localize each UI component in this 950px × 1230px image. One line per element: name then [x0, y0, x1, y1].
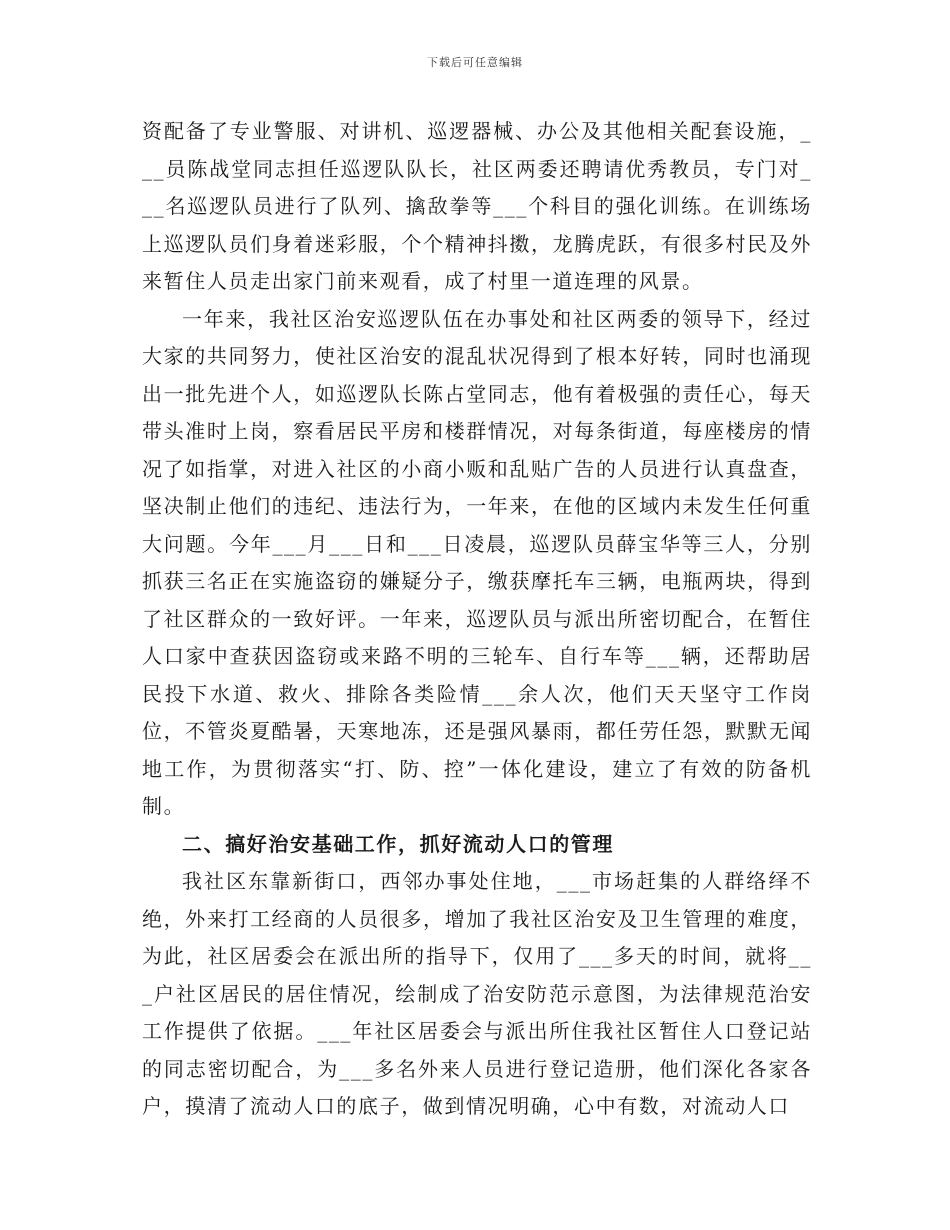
document-body [142, 113, 812, 1126]
paragraph-population-management: 我社区东靠新街口，西邻办事处住地，___市场赶集的人群络绎不绝，外来打工经商的人员很多，增加了我社区治安及卫生管理的难度，为此，社区居委会在派出所的指导下，仅用了___多天的时间，就将___户社区居民的居住情况，绘制成了治安防范示意图，为法律规范治安工作提供了依据。___年社区居委会与派出所住我社区暂住人口登记站的同志密切配合，为___多名外来人员进行登记造册，他们深化各家各户，摸清了流动人口的底子，做到情况明确，心中有数，对流动人口 [142, 869, 812, 1118]
paragraph-equipment: 资配备了专业警服、对讲机、巡逻器械、办公及其他相关配套设施，___员陈战堂同志担任巡逻队队长，社区两委还聘请优秀教员，专门对___名巡逻队员进行了队列、擒敌拳等___个科目的强化训练。在训练场上巡逻队员们身着迷彩服，个个精神抖擞，龙腾虎跃，有很多村民及外来暂住人员走出家门前来观看，成了村里一道连理的风景。 [142, 119, 812, 293]
section-heading: 二、搞好治安基础工作，抓好流动人口的管理 [182, 831, 614, 856]
paragraph-year-summary: 一年来，我社区治安巡逻队伍在办事处和社区两委的领导下，经过大家的共同努力，使社区治安的混乱状况得到了根本好转，同时也涌现出一批先进个人，如巡逻队长陈占堂同志，他有着极强的责任心，每天带头准时上岗，察看居民平房和楼群情况，对每条街道，每座楼房的情况了如指掌，对进入社区的小商小贩和乱贴广告的人员进行认真盘查，坚决制止他们的违纪、违法行为，一年来，在他的区域内未发生任何重大问题。今年___月___日和___日凌晨，巡逻队员薛宝华等三人，分别抓获三名正在实施盗窃的嫌疑分子，缴获摩托车三辆，电瓶两块，得到了社区群众的一致好评。一年来，巡逻队员与派出所密切配合，在暂住人口家中查获因盗窃或来路不明的三轮车、自行车等___辆，还帮助居民投下水道、救火、排除各类险情___余人次，他们天天坚守工作岗位，不管炎夏酷暑，天寒地冻，还是强风暴雨，都任劳任怨，默默无闻地工作，为贯彻落实“打、防、控”一体化建设，建立了有效的防备机制。 [142, 306, 812, 818]
page-header: 下载后可任意编辑 [427, 56, 523, 69]
